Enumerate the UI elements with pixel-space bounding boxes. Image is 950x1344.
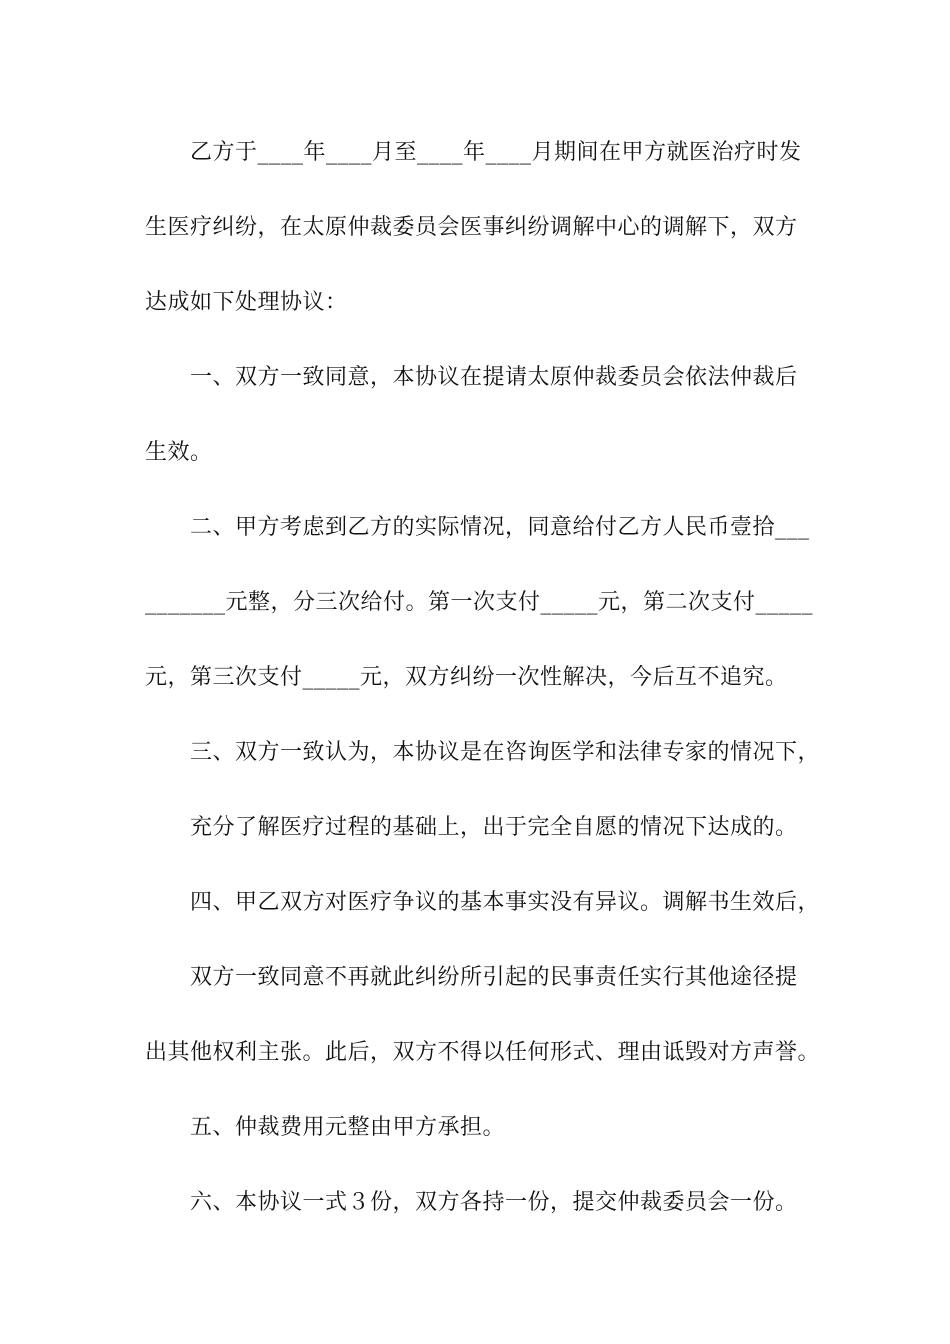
- clause-5-line-1: 五、仲裁费用元整由甲方承担。: [190, 1115, 506, 1140]
- clause-3-line-1: 三、双方一致认为，本协议是在咨询医学和法律专家的情况下，: [190, 740, 821, 765]
- paragraph-line-intro-3: 达成如下处理协议：: [145, 290, 348, 315]
- clause-2-line-1: 二、甲方考虑到乙方的实际情况，同意给付乙方人民币壹拾___: [190, 515, 810, 540]
- clause-1-line-2: 生效。: [145, 440, 213, 465]
- clause-4-line-2: 双方一致同意不再就此纠纷所引起的民事责任实行其他途径提: [190, 965, 798, 990]
- clause-2-line-2: _______元整，分三次给付。第一次支付_____元，第二次支付_____: [145, 590, 814, 615]
- clause-3-line-2: 充分了解医疗过程的基础上，出于完全自愿的情况下达成的。: [190, 815, 798, 840]
- clause-4-line-3: 出其他权利主张。此后，双方不得以任何形式、理由诋毁对方声誉。: [145, 1040, 821, 1065]
- clause-2-line-3: 元，第三次支付_____元，双方纠纷一次性解决，今后互不追究。: [145, 665, 788, 690]
- clause-4-line-1: 四、甲乙双方对医疗争议的基本事实没有异议。调解书生效后，: [190, 890, 821, 915]
- paragraph-line-intro-2: 生医疗纠纷，在太原仲裁委员会医事纠纷调解中心的调解下，双方: [145, 215, 798, 240]
- clause-6-line-1: 六、本协议一式３份，双方各持一份，提交仲裁委员会一份。: [190, 1190, 798, 1215]
- clause-1-line-1: 一、双方一致同意，本协议在提请太原仲裁委员会依法仲裁后: [190, 365, 798, 390]
- paragraph-line-intro-1: 乙方于____年____月至____年____月期间在甲方就医治疗时发: [190, 140, 802, 165]
